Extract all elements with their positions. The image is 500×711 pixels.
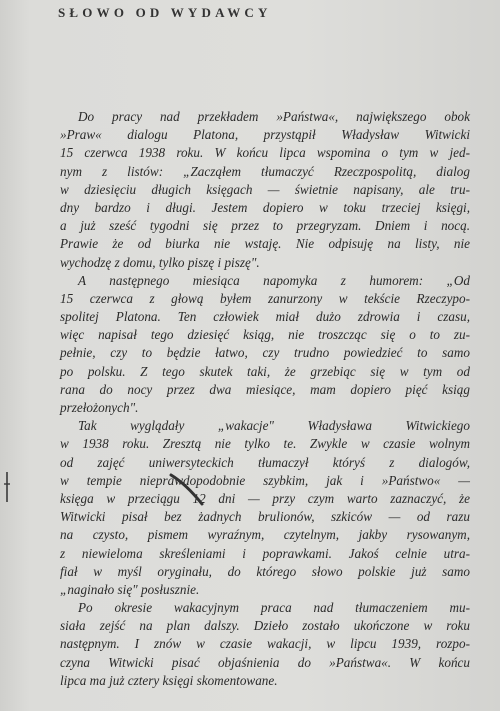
text-line: fiał w myśl oryginału, do którego słowo polskie już samo [60,563,470,579]
text-line: rana do nocy przez dwa miesiące, mam dopiero pięć ksiąg [60,381,470,397]
page-heading: SŁOWO OD WYDAWCY [58,5,272,20]
text-line: 15 czerwca 1938 roku. W końcu lipca wspomina o tym w jed- [60,145,470,161]
text-line: nym z listów: „Zacząłem tłumaczyć Rzeczpospolitą, dialog [60,163,470,179]
text-line: czyna Witwicki pisać objaśnienia do »Państwa«. W końcu [60,654,470,670]
text-line: Witwicki pisał bez żadnych brulionów, szkiców — od razu [60,509,470,525]
text-line: wychodzę z domu, tylko piszę i piszę". [60,254,260,270]
body-text [60,108,470,690]
text-line: z niewieloma skreśleniami i poprawkami. Jakoś celnie utra- [60,545,470,561]
text-line: spolitej Platona. Ten człowiek miał dużo zdrowia i czasu, [60,309,470,325]
text-line: Tak wyglądały „wakacje" Władysława Witwickiego [78,418,470,434]
text-line: Do pracy nad przekładem »Państwa«, największego obok [78,109,470,124]
text-line: księga w przeciągu 12 dni — przy czym warto zaznaczyć, że [60,490,470,506]
text-line: przełożonych". [60,400,139,415]
text-line: następnym. I znów w czasie wakacji, w lipcu 1939, rozpo- [60,636,470,652]
text-line: więc napisał tego dziesięć ksiąg, nie troszcząc się o to zu- [60,327,470,343]
text-line: Po okresie wakacyjnym praca nad tłumaczeniem mu- [78,600,470,616]
text-line: 15 czerwca z głową byłem zanurzony w tekście Rzeczypo- [60,290,470,306]
text-line: po polsku. Z tego skutek taki, że grzebiąc się w tym od [60,363,470,379]
text-line: „naginało się" posłusznie. [60,581,200,597]
text-line: pełnie, czy to będzie łatwo, czy trudno powiedzieć to samo [60,345,470,361]
text-line: w tempie nieprawdopodobnie szybkim, jak i »Państwo« — [60,472,470,488]
margin-pencil-mark [3,472,11,502]
text-line: siała zejść na plan dalszy. Dzieło zostało ukończone w roku [60,618,470,634]
text-line: A następnego miesiąca napomyka z humorem: „Od [78,272,470,288]
text-line: w dziesięciu długich księgach — świetnie napisany, ale tru- [60,181,470,197]
text-line: dny bardzo i długi. Jestem dopiero w toku trzeciej księgi, [60,199,470,215]
text-line: Prawie że od biurka nie wstaję. Nie odpisuję na listy, nie [60,236,470,252]
text-line: od zajęć uniwersyteckich tłumaczył któryś z dialogów, [60,454,470,470]
text-line: a już sześć tygodni się przez to przegryzam. Dniem i nocą. [60,218,470,234]
pen-stroke-mark [168,470,208,510]
text-line: w 1938 roku. Zresztą nie tylko te. Zwykle w czasie wolnym [60,436,470,452]
text-line: lipca ma już cztery księgi skomentowane. [60,672,278,688]
text-line: »Praw« dialogu Platona, przystąpił Władysław Witwicki [60,127,470,143]
text-line: na czysto, pismem wyraźnym, czytelnym, jakby rysowanym, [60,527,470,543]
